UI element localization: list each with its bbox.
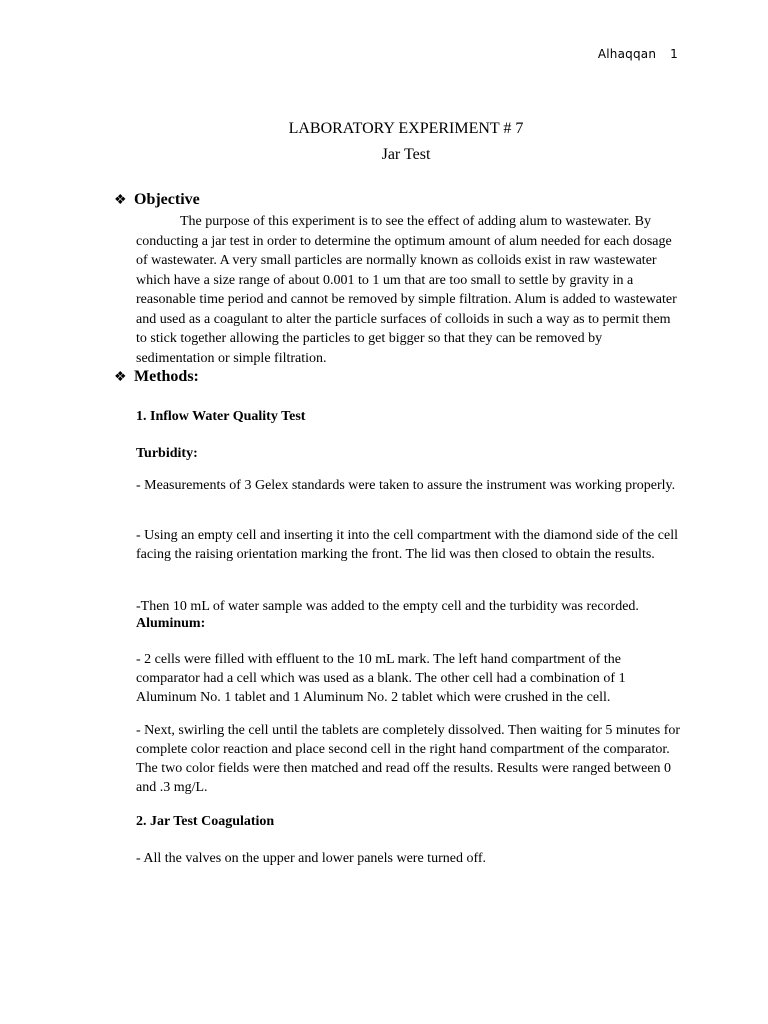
- author-name: Alhaqqan: [597, 47, 657, 61]
- methods-heading: [114, 368, 199, 386]
- page-number: 1: [670, 47, 678, 61]
- document-title: LABORATORY EXPERIMENT # 7: [288, 120, 524, 137]
- aluminum-heading: Aluminum:: [136, 616, 206, 631]
- subsection-inflow-water-quality: 1. Inflow Water Quality Test: [136, 409, 306, 424]
- running-header: [598, 47, 678, 61]
- methods-heading-text: Methods:: [134, 368, 199, 385]
- turbidity-paragraph-1: - Measurements of 3 Gelex standards were taken to assure the instrument was working properly.: [136, 478, 676, 493]
- objective-heading: [114, 191, 200, 209]
- diamond-bullet-icon: ❖: [114, 370, 127, 385]
- turbidity-paragraph-3: -Then 10 mL of water sample was added to the empty cell and the turbidity was recorded.: [136, 599, 639, 614]
- objective-paragraph: The purpose of this experiment is to see the effect of adding alum to wastewater. By conducting a jar test in order to determine the optimum amount of alum needed for each dosage of wastewater. A very small particles are normally known as colloids exist in raw wastewater which have a size range of about 0.001 to 1 um that are too small to settle by gravity in a reasonable time period and cannot be removed by simple filtration. Alum is added to wastewater and used as a coagulant to alter the particle surfaces of colloids in such a way as to permit them to stick together allowing the particles to get bigger so that they can be removed by sedimentation or simple filtration.: [136, 214, 677, 366]
- aluminum-paragraph-1: - 2 cells were filled with effluent to the 10 mL mark. The left hand compartment of the comparator had a cell which was used as a blank. The other cell had a combination of 1 Aluminum No. 1 tablet and 1 Aluminum No. 2 tablet which were crushed in the cell.: [136, 652, 626, 705]
- objective-heading-text: Objective: [134, 191, 200, 208]
- turbidity-paragraph-2: - Using an empty cell and inserting it into the cell compartment with the diamond side of the cell facing the raising orientation marking the front. The lid was then closed to obtain the results.: [136, 528, 678, 562]
- diamond-bullet-icon: ❖: [114, 193, 127, 208]
- turbidity-heading: Turbidity:: [136, 446, 198, 461]
- document-subtitle: Jar Test: [381, 146, 431, 163]
- jar-test-paragraph-1: - All the valves on the upper and lower panels were turned off.: [136, 851, 487, 866]
- subsection-jar-test-coagulation: 2. Jar Test Coagulation: [136, 814, 275, 829]
- aluminum-paragraph-2: - Next, swirling the cell until the tablets are completely dissolved. Then waiting for 5 minutes for complete color reaction and place second cell in the right hand compartment of the comparator. The two color fields were then matched and read off the results. Results were ranged between 0 and .3 mg/L.: [136, 723, 681, 795]
